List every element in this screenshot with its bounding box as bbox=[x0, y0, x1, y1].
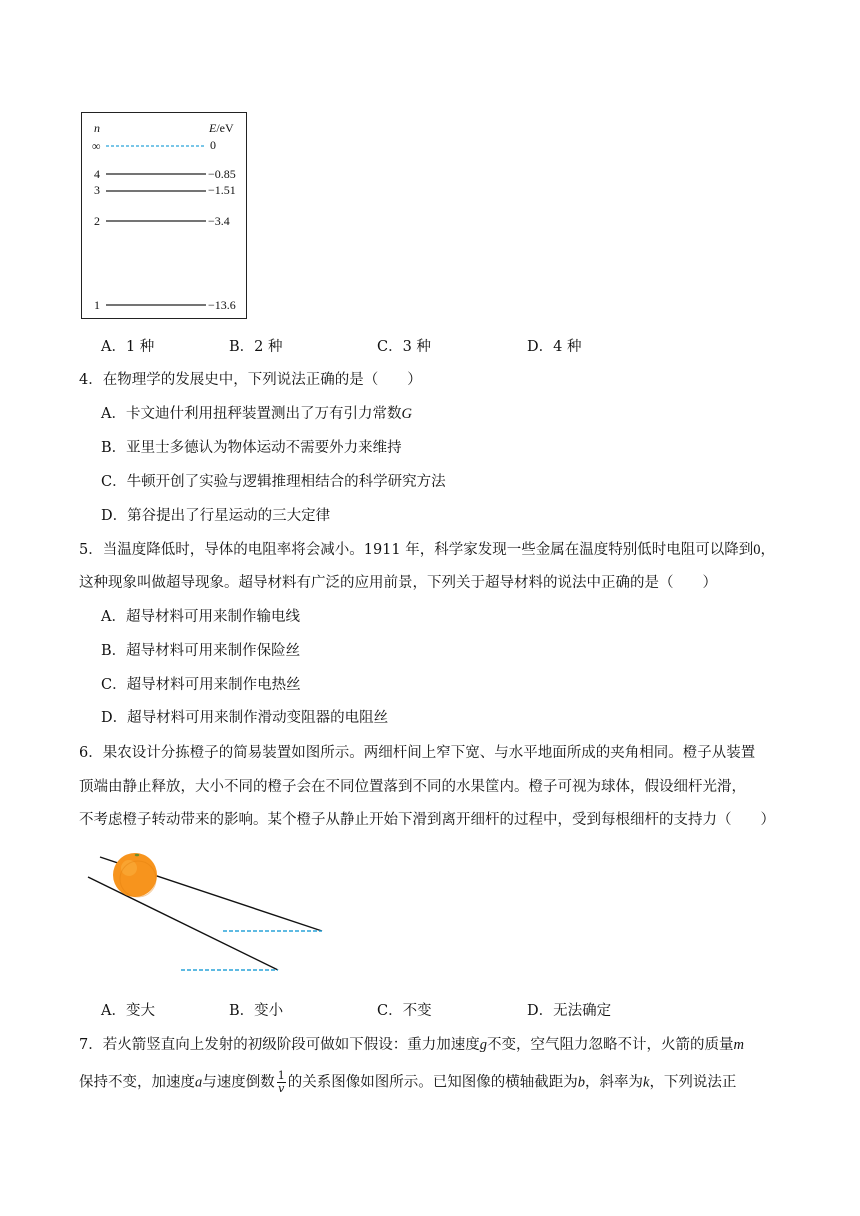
q6-stem-line2: 顶端由静止释放，大小不同的橙子会在不同位置落到不同的水果筐内。橙子可视为球体，假设细杆光滑， bbox=[79, 779, 746, 795]
q4-option-c: C．牛顿开创了实验与逻辑推理相结合的科学研究方法 bbox=[101, 474, 446, 490]
q7-stem-line2 bbox=[79, 1070, 736, 1095]
n-axis-header: n bbox=[94, 121, 100, 135]
q3-option-b: B．2 种 bbox=[229, 339, 283, 355]
q6-option-d: D．无法确定 bbox=[527, 1003, 612, 1019]
q7-line2-part4: ，斜率为 bbox=[585, 1074, 643, 1091]
q5-option-d: D．超导材料可用来制作滑动变阻器的电阻丝 bbox=[101, 710, 389, 726]
gravity-symbol: g bbox=[479, 1037, 487, 1053]
q5-option-a: A．超导材料可用来制作输电线 bbox=[101, 609, 300, 625]
q7-line2-part2: 与速度倒数 bbox=[202, 1074, 275, 1091]
q7-line1-part1: 7．若火箭竖直向上发射的初级阶段可做如下假设：重力加速度 bbox=[79, 1037, 480, 1053]
q4-option-a-text: A．卡文迪什利用扭秤装置测出了万有引力常数 bbox=[101, 406, 402, 422]
level-n-3: 3 bbox=[94, 183, 100, 197]
level-n-4: 4 bbox=[94, 167, 100, 181]
q7-stem-line1 bbox=[79, 1035, 744, 1055]
q6-option-a: A．变大 bbox=[101, 1003, 155, 1019]
gravitational-constant-symbol: G bbox=[401, 406, 412, 422]
q7-line2-part1: 保持不变，加速度 bbox=[79, 1074, 195, 1091]
level-energy-3: −1.51 bbox=[208, 183, 236, 197]
intercept-symbol: b bbox=[577, 1074, 585, 1091]
acceleration-symbol: a bbox=[195, 1074, 203, 1091]
level-energy-1: −13.6 bbox=[208, 298, 236, 312]
lower-rod bbox=[88, 877, 278, 970]
q3-option-c: C．3 种 bbox=[377, 339, 431, 355]
energy-level-figure bbox=[82, 113, 248, 320]
orange-icon bbox=[113, 853, 157, 897]
q5-line1-end: ， bbox=[760, 542, 775, 558]
level-energy-4: −0.85 bbox=[208, 167, 236, 181]
level-n-infinity: ∞ bbox=[92, 139, 101, 153]
q4-stem: 4．在物理学的发展史中，下列说法正确的是（ ） bbox=[79, 372, 422, 388]
q4-option-b: B．亚里士多德认为物体运动不需要外力来维持 bbox=[101, 440, 402, 456]
q5-stem-line2: 这种现象叫做超导现象。超导材料有广泛的应用前景，下列关于超导材料的说法中正确的是（ ） bbox=[79, 575, 717, 591]
q4-option-a bbox=[101, 404, 412, 424]
q6-option-b: B．变小 bbox=[229, 1003, 284, 1019]
q5-line1-text: 5．当温度降低时，导体的电阻率将会减小。1911 年，科学家发现一些金属在温度特别低时电阻可以降到 bbox=[79, 542, 754, 558]
q5-zero: 0 bbox=[753, 542, 761, 558]
q6-stem-line1: 6．果农设计分拣橙子的简易装置如图所示。两细杆间上窄下宽、与水平地面所成的夹角相同。橙子从装置 bbox=[79, 745, 756, 761]
fraction-numerator: 1 bbox=[277, 1069, 285, 1082]
q6-option-c: C．不变 bbox=[377, 1003, 432, 1019]
level-n-2: 2 bbox=[94, 214, 100, 228]
q3-option-d: D．4 种 bbox=[527, 339, 582, 355]
q7-line1-part2: 不变，空气阻力忽略不计，火箭的质量 bbox=[486, 1037, 734, 1053]
energy-axis-header: E/eV bbox=[209, 121, 234, 135]
q4-option-d: D．第谷提出了行星运动的三大定律 bbox=[101, 508, 331, 524]
level-energy-infinity: 0 bbox=[210, 138, 216, 152]
q5-stem-line1 bbox=[79, 540, 775, 560]
q5-option-c: C．超导材料可用来制作电热丝 bbox=[101, 677, 301, 693]
level-n-1: 1 bbox=[94, 298, 100, 312]
q3-option-a: A．1 种 bbox=[101, 339, 155, 355]
energy-level-diagram bbox=[81, 112, 247, 319]
slope-symbol: k bbox=[643, 1074, 650, 1091]
fraction-denominator: v bbox=[278, 1082, 285, 1095]
mass-symbol: m bbox=[733, 1037, 744, 1053]
level-energy-2: −3.4 bbox=[208, 214, 230, 228]
q6-stem-line3: 不考虑橙子转动带来的影响。某个橙子从静止开始下滑到离开细杆的过程中，受到每根细杆的支持力（ ） bbox=[79, 812, 775, 828]
orange-sorting-figure bbox=[80, 845, 340, 980]
q7-line2-part3: 的关系图像如图所示。已知图像的横轴截距为 bbox=[287, 1074, 578, 1091]
inverse-velocity-fraction bbox=[277, 1070, 286, 1095]
q7-line2-part5: ，下列说法正 bbox=[649, 1074, 737, 1091]
q5-option-b: B．超导材料可用来制作保险丝 bbox=[101, 643, 301, 659]
